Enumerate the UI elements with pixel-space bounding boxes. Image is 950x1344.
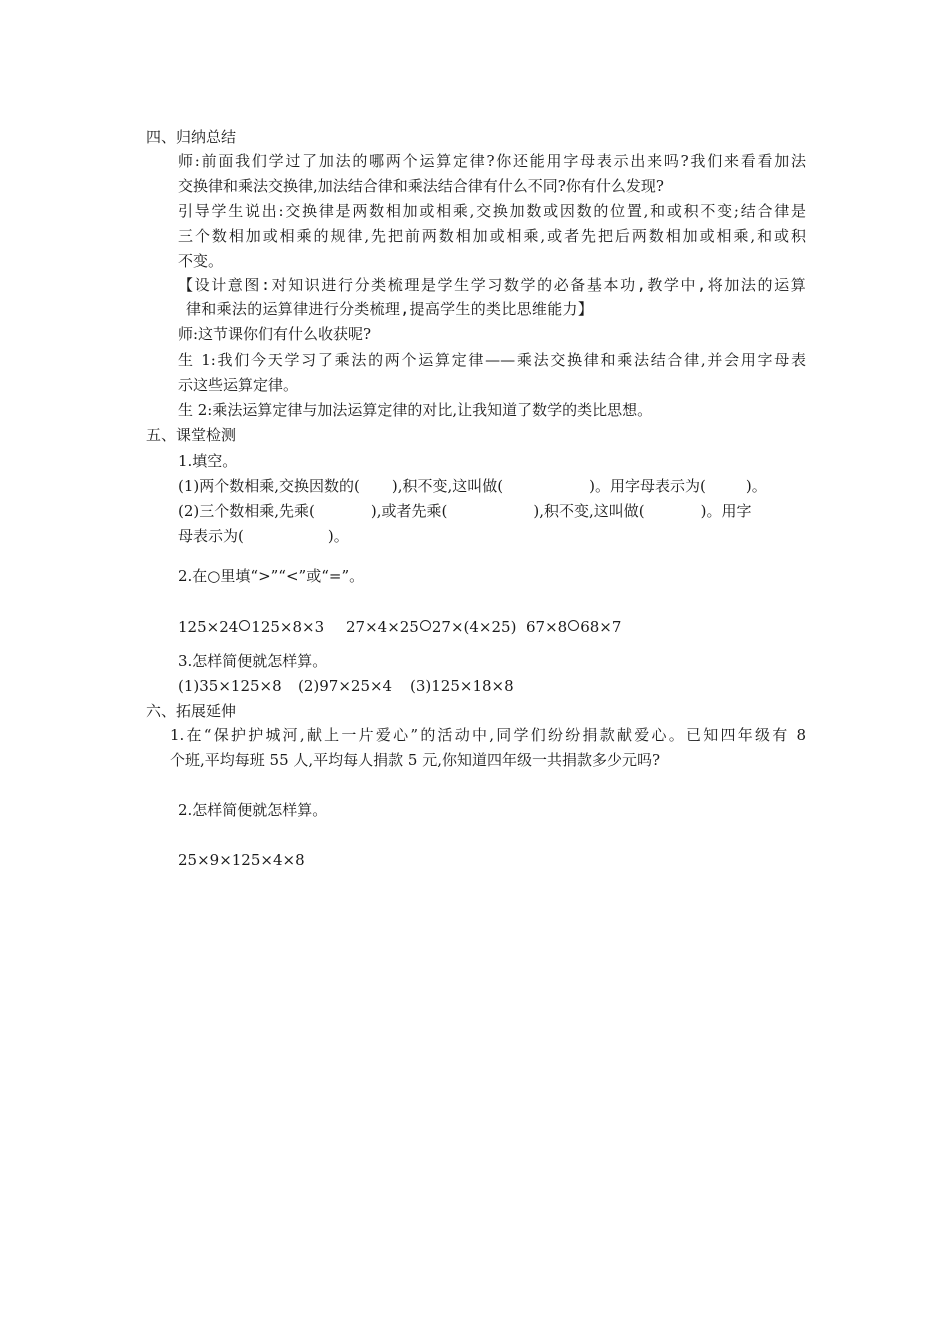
compare-expression-1 bbox=[178, 617, 324, 638]
fill-blank-line-3 bbox=[178, 526, 349, 547]
expression-right: 125×8×3 bbox=[251, 618, 325, 636]
extension-question-2-title: 2.怎样简便就怎样算。 bbox=[178, 801, 328, 819]
text-segment: )。 bbox=[745, 477, 767, 495]
section-6-heading: 六、拓展延伸 bbox=[146, 702, 237, 720]
question-2-title: 2.在○里填“>”“<”或“=”。 bbox=[178, 567, 365, 585]
compare-circle bbox=[568, 620, 579, 631]
paragraph-line: 三个数相加或相乘的规律,先把前两数相加或相乘,或者先把后两数相加或相乘,和或积 bbox=[178, 227, 806, 245]
text-segment: )。用字母表示为( bbox=[589, 477, 706, 495]
teacher-question: 师:这节课你们有什么收获呢? bbox=[178, 325, 372, 343]
expression-right: 27×(4×25) bbox=[431, 618, 517, 636]
compare-expression-3 bbox=[526, 617, 621, 638]
extension-expression: 25×9×125×4×8 bbox=[178, 851, 305, 869]
paragraph-line: 师:前面我们学过了加法的哪两个运算定律?你还能用字母表示出来吗?我们来看看加法 bbox=[178, 152, 806, 170]
section-4-heading: 四、归纳总结 bbox=[146, 128, 237, 146]
text-segment: ),积不变,这叫做( bbox=[533, 502, 645, 520]
text-segment: )。 bbox=[327, 527, 349, 545]
question-3-title: 3.怎样简便就怎样算。 bbox=[178, 652, 328, 670]
calc-expression-3: (3)125×18×8 bbox=[410, 677, 514, 695]
text-segment: )。用字 bbox=[700, 502, 752, 520]
compare-circle bbox=[420, 620, 431, 631]
text-segment: ),或者先乘( bbox=[370, 502, 448, 520]
section-5-heading: 五、课堂检测 bbox=[146, 426, 237, 444]
paragraph-line: 交换律和乘法交换律,加法结合律和乘法结合律有什么不同?你有什么发现? bbox=[178, 177, 664, 195]
text-segment: (2)三个数相乘,先乘( bbox=[178, 502, 315, 520]
text-segment: 母表示为( bbox=[178, 527, 244, 545]
design-intent-line: 律和乘法的运算律进行分类梳理,提高学生的类比思维能力】 bbox=[186, 300, 594, 318]
text-segment: (1)两个数相乘,交换因数的( bbox=[178, 477, 360, 495]
expression-left: 125×24 bbox=[178, 618, 239, 636]
compare-circle bbox=[239, 620, 250, 631]
paragraph-line: 引导学生说出:交换律是两数相加或相乘,交换加数或因数的位置,和或积不变;结合律是 bbox=[178, 202, 806, 220]
expression-left: 67×8 bbox=[526, 618, 568, 636]
design-intent-line: 【设计意图:对知识进行分类梳理是学生学习数学的必备基本功,教学中,将加法的运算 bbox=[178, 276, 806, 294]
student-answer-1-cont: 示这些运算定律。 bbox=[178, 376, 299, 394]
calc-expression-1: (1)35×125×8 bbox=[178, 677, 282, 695]
student-answer-2: 生 2:乘法运算定律与加法运算定律的对比,让我知道了数学的类比思想。 bbox=[178, 401, 653, 419]
question-1-title: 1.填空。 bbox=[178, 452, 238, 470]
paragraph-line: 不变。 bbox=[178, 252, 224, 270]
fill-blank-line-1 bbox=[178, 476, 767, 497]
expression-left: 27×4×25 bbox=[346, 618, 419, 636]
calc-expression-2: (2)97×25×4 bbox=[298, 677, 393, 695]
fill-blank-line-2 bbox=[178, 501, 751, 522]
word-problem-line: 1.在“保护护城河,献上一片爱心”的活动中,同学们纷纷捐款献爱心。已知四年级有 8 bbox=[170, 726, 806, 744]
expression-right: 68×7 bbox=[580, 618, 622, 636]
student-answer-1: 生 1:我们今天学习了乘法的两个运算定律——乘法交换律和乘法结合律,并会用字母表 bbox=[178, 351, 806, 369]
word-problem-line: 个班,平均每班 55 人,平均每人捐款 5 元,你知道四年级一共捐款多少元吗? bbox=[170, 751, 661, 769]
text-segment: ),积不变,这叫做( bbox=[391, 477, 504, 495]
compare-expression-2 bbox=[346, 617, 516, 638]
